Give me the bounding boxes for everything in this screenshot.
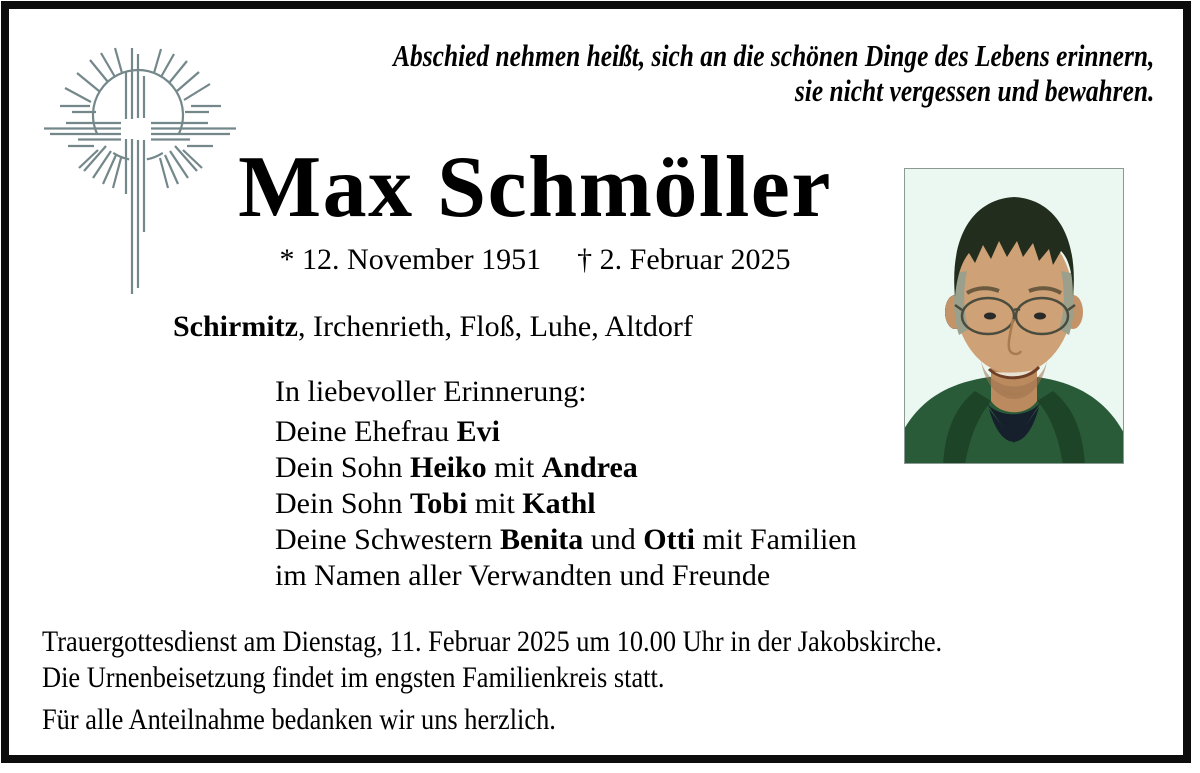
portrait-photo [904,168,1124,464]
service-line-1: Trauergottesdienst am Dienstag, 11. Februar 2025 um 10.00 Uhr in der Jakobskirche. [42,625,943,658]
mourner-text-segment: Deine Ehefrau [275,415,457,448]
mourner-text-segment: mit [486,451,542,484]
mourner-text-segment: Heiko [410,451,487,484]
quote-line-2: sie nicht vergessen und bewahren. [794,73,1154,108]
mourner-text-segment: im Namen aller Verwandten und Freunde [275,559,771,592]
mourner-text-segment: Andrea [541,451,638,484]
mourner-text-segment: Otti [643,523,695,556]
life-dates [140,243,930,277]
memorial-block [275,374,857,594]
mourner-text-segment: Deine Schwestern [275,523,500,556]
mourners-list [275,414,857,594]
other-places: , Irchenrieth, Floß, Luhe, Altdorf [297,310,693,343]
mourner-text-segment: Benita [499,523,584,556]
mourner-text-segment: Dein Sohn [275,487,410,520]
mourner-line [275,450,857,486]
service-info [42,624,942,738]
mourner-line [275,558,857,594]
mourner-text-segment: und [583,523,644,556]
quote-line-1: Abschied nehmen heißt, sich an die schönen Dinge des Lebens erinnern, [392,38,1154,73]
mourner-text-segment: Evi [456,415,500,448]
mourner-line [275,486,857,522]
farewell-quote [393,38,1154,108]
mourner-text-segment: mit Familien [694,523,857,556]
mourner-text-segment: Kathl [522,487,596,520]
birth-date: * 12. November 1951 [279,243,542,276]
mourner-line [275,522,857,558]
service-line-2: Die Urnenbeisetzung findet im engsten Familienkreis statt. [42,661,665,694]
mourner-text-segment: Dein Sohn [275,451,410,484]
service-line-3: Für alle Anteilnahme bedanken wir uns herzlich. [42,703,556,736]
primary-place: Schirmitz [173,310,298,343]
mourner-text-segment: mit [467,487,523,520]
death-date: † 2. Februar 2025 [577,243,791,276]
mourner-line [275,414,857,450]
mourner-text-segment: Tobi [410,487,468,520]
places-line [173,310,693,344]
memorial-intro: In liebevoller Erinnerung: [275,375,587,408]
deceased-name: Max Schmöller [238,139,832,236]
